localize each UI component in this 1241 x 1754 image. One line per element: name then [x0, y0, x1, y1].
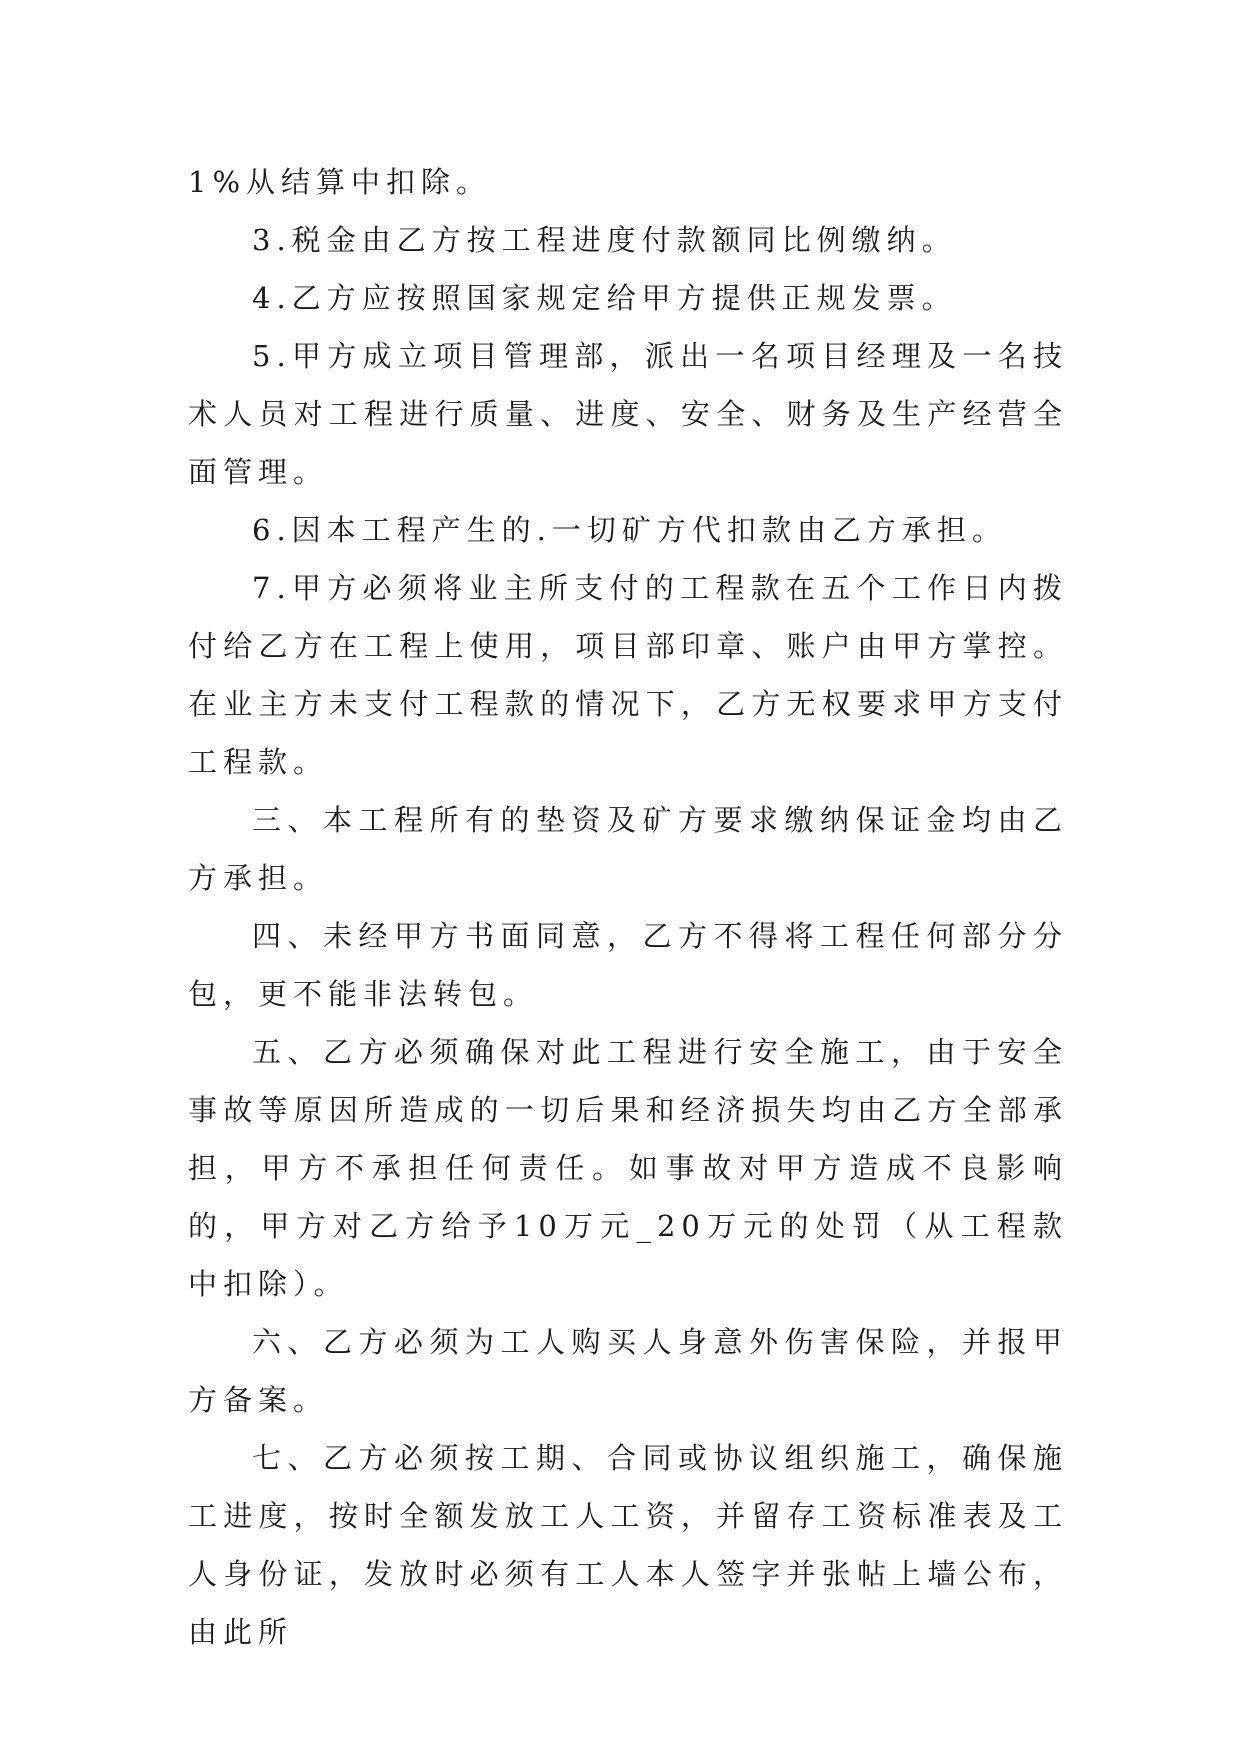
- paragraph-section-7: 七、乙方必须按工期、合同或协议组织施工，确保施工进度，按时全额发放工人工资，并留存工资标准表及工人身份证，发放时必须有工人本人签字并张帖上墙公布，由此所: [188, 1441, 1068, 1649]
- paragraph-continuation: 1%从结算中扣除。: [188, 165, 492, 199]
- paragraph-item-6: 6.因本工程产生的.一切矿方代扣款由乙方承担。: [252, 513, 1007, 547]
- paragraph-section-4: 四、未经甲方书面同意，乙方不得将工程任何部分分包，更不能非法转包。: [188, 919, 1068, 1011]
- paragraph-item-5: 5.甲方成立项目管理部，派出一名项目经理及一名技术人员对工程进行质量、进度、安全、财务及生产经营全面管理。: [188, 339, 1068, 489]
- paragraph-item-7: 7.甲方必须将业主所支付的工程款在五个工作日内拨付给乙方在工程上使用，项目部印章、账户由甲方掌控。在业主方未支付工程款的情况下，乙方无权要求甲方支付工程款。: [188, 571, 1068, 779]
- paragraph-item-3: 3.税金由乙方按工程进度付款额同比例缴纳。: [252, 223, 957, 257]
- paragraph-section-5: 五、乙方必须确保对此工程进行安全施工，由于安全事故等原因所造成的一切后果和经济损失均由乙方全部承担，甲方不承担任何责任。如事故对甲方造成不良影响的，甲方对乙方给予10万元_20万元的处罚（从工程款中扣除）。: [188, 1035, 1068, 1301]
- paragraph-item-4: 4.乙方应按照国家规定给甲方提供正规发票。: [252, 281, 957, 315]
- paragraph-section-3: 三、本工程所有的垫资及矿方要求缴纳保证金均由乙方承担。: [188, 803, 1068, 895]
- paragraph-section-6: 六、乙方必须为工人购买人身意外伤害保险，并报甲方备案。: [188, 1325, 1068, 1417]
- document-body: [188, 153, 1068, 1661]
